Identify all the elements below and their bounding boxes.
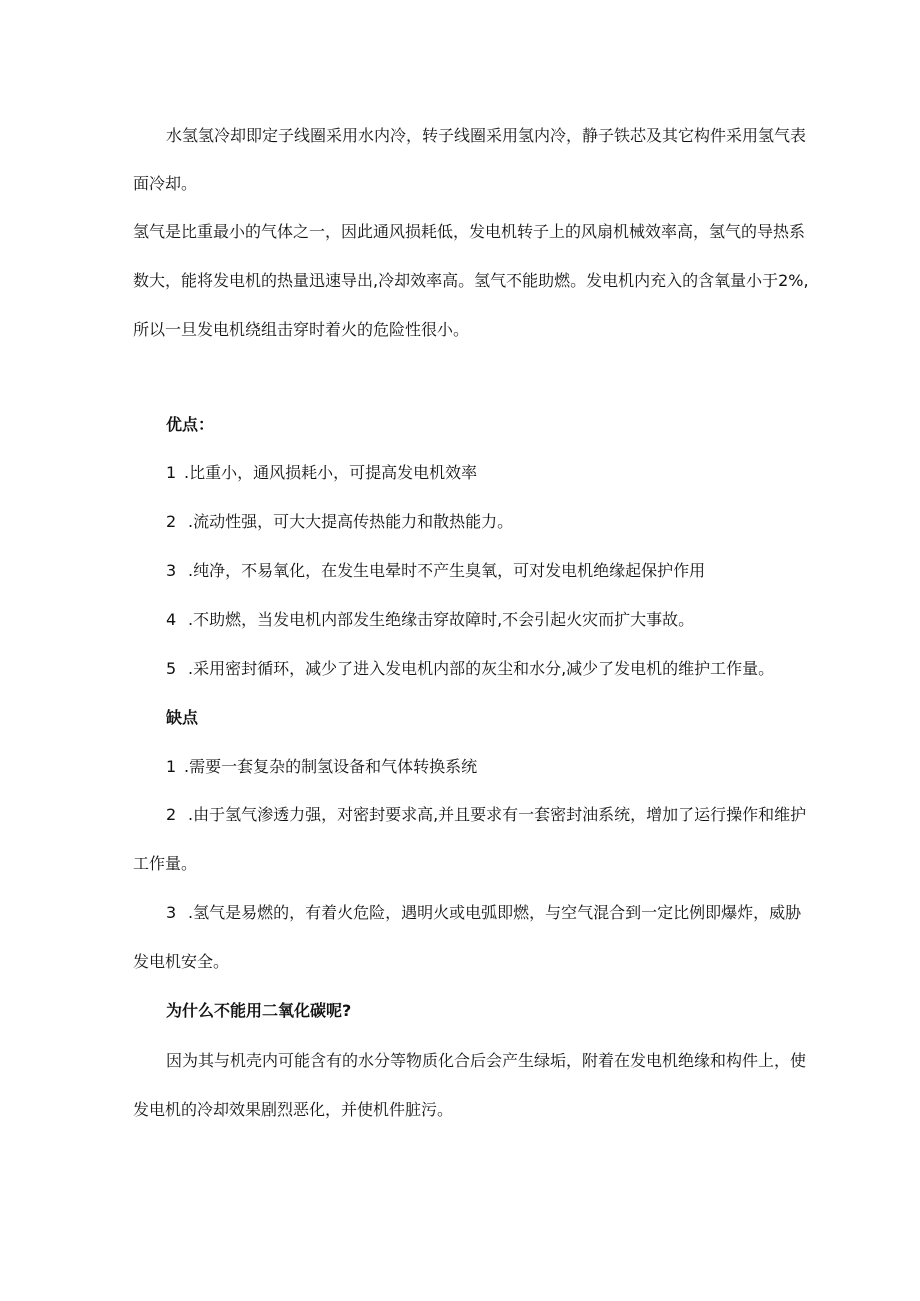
disadvantage-item-1 (166, 756, 477, 778)
disadvantage-item-text: .氢气是易燃的，有着火危险，遇明火或电弧即燃，与空气混合到一定比例即爆炸，威胁 (188, 903, 802, 922)
intro-paragraph-2-line-3: 所以一旦发电机绕组击穿时着火的危险性很小。 (133, 320, 470, 339)
advantage-item-text: .不助燃，当发电机内部发生绝缘击穿故障时,不会引起火灾而扩大事故。 (188, 610, 695, 629)
advantage-item-number: 5 (166, 659, 177, 678)
disadvantage-item-3-continuation: 发电机安全。 (133, 952, 230, 971)
co2-heading: 为什么不能用二氧化碳呢? (166, 1001, 352, 1020)
advantage-item-2 (166, 511, 513, 533)
advantage-item-number: 3 (166, 561, 177, 580)
disadvantage-item-text: .由于氢气渗透力强，对密封要求高,并且要求有一套密封油系统，增加了运行操作和维护 (188, 805, 807, 824)
disadvantage-item-3 (166, 902, 801, 924)
advantage-item-number: 1 (166, 463, 177, 482)
disadvantages-heading: 缺点 (166, 708, 199, 727)
intro-paragraph-2-line-2: 数大，能将发电机的热量迅速导出,冷却效率高。氢气不能助燃。发电机内充入的含氧量小于2%, (133, 271, 809, 290)
advantage-item-text: .采用密封循环，减少了进入发电机内部的灰尘和水分,减少了发电机的维护工作量。 (188, 659, 775, 678)
disadvantage-item-number: 1 (166, 757, 177, 776)
advantage-item-3 (166, 560, 705, 582)
advantage-item-text: .流动性强，可大大提高传热能力和散热能力。 (188, 512, 514, 531)
disadvantage-item-2 (166, 804, 806, 826)
advantage-item-text: .纯净，不易氧化，在发生电晕时不产生臭氧，可对发电机绝缘起保护作用 (188, 561, 706, 580)
disadvantage-item-number: 2 (166, 805, 177, 824)
intro-paragraph-1-line-2: 面冷却。 (133, 174, 198, 193)
disadvantage-item-text: .需要一套复杂的制氢设备和气体转换系统 (184, 757, 478, 776)
advantage-item-1 (166, 462, 477, 484)
advantage-item-text: .比重小，通风损耗小，可提高发电机效率 (184, 463, 478, 482)
disadvantage-item-2-continuation: 工作量。 (133, 854, 198, 873)
intro-paragraph-1-line-1: 水氢氢冷却即定子线圈采用水内冷，转子线圈采用氢内冷，静子铁芯及其它构件采用氢气表 (166, 126, 807, 145)
disadvantage-item-number: 3 (166, 903, 177, 922)
advantage-item-5 (166, 658, 774, 680)
advantages-heading: 优点： (166, 415, 215, 434)
advantage-item-4 (166, 609, 694, 631)
co2-paragraph-line-2: 发电机的冷却效果剧烈恶化，并使机件脏污。 (133, 1100, 454, 1119)
advantage-item-number: 4 (166, 610, 177, 629)
advantage-item-number: 2 (166, 512, 177, 531)
co2-paragraph-line-1: 因为其与机壳内可能含有的水分等物质化合后会产生绿垢，附着在发电机绝缘和构件上，使 (166, 1051, 807, 1070)
intro-paragraph-2-line-1: 氢气是比重最小的气体之一，因此通风损耗低，发电机转子上的风扇机械效率高，氢气的导热系 (133, 222, 806, 241)
